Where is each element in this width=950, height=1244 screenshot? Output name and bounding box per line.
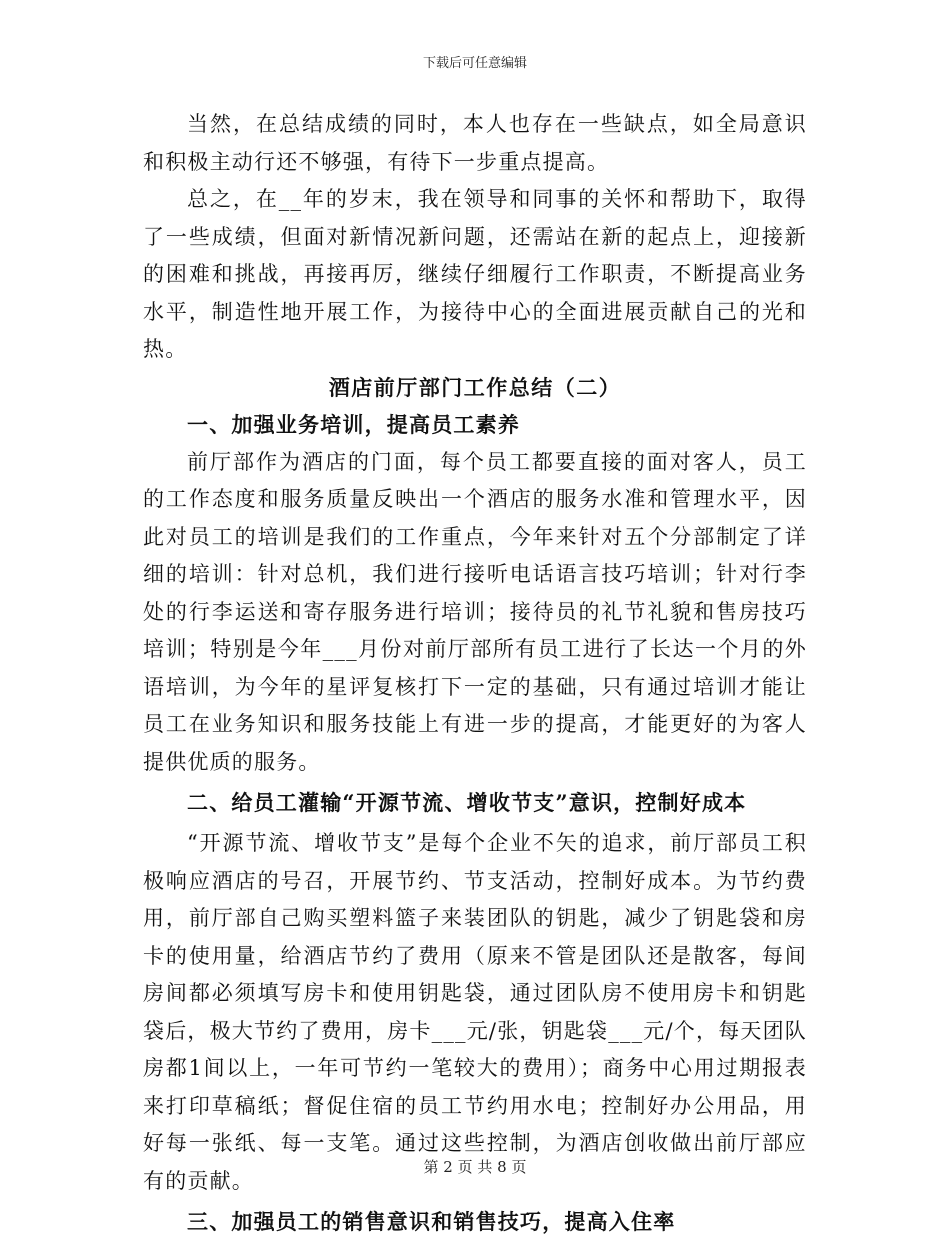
page-header: 下载后可任意编辑 — [422, 56, 527, 71]
section-title: 酒店前厅部门工作总结（二） — [328, 374, 622, 400]
heading-sales: 三、加强员工的销售意识和销售技巧，提高入住率 — [187, 1209, 676, 1234]
paragraph-shortcomings: 当然，在总结成绩的同时，本人也存在一些缺点，如全局意识和积极主动行还不够强，有待下一步重点提高。 — [143, 112, 807, 174]
paragraph-conclusion: 总之，在__年的岁末，我在领导和同事的关怀和帮助下，取得了一些成绩，但面对新情况新问题，还需站在新的起点上，迎接新的困难和挑战，再接再厉，继续仔细履行工作职责，不断提高业务水平，制造性地开展工作，为接待中心的全面进展贡献自己的光和热。 — [143, 187, 807, 361]
paragraph-training: 前厅部作为酒店的门面，每个员工都要直接的面对客人，员工的工作态度和服务质量反映出一个酒店的服务水准和管理水平，因此对员工的培训是我们的工作重点，今年来针对五个分部制定了详细的培训：针对总机，我们进行接听电话语言技巧培训；针对行李处的行李运送和寄存服务进行培训；接待员的礼节礼貌和售房技巧培训；特别是今年___月份对前厅部所有员工进行了长达一个月的外语培训，为今年的星评复核打下一定的基础，只有通过培训才能让员工在业务知识和服务技能上有进一步的提高，才能更好的为客人提供优质的服务。 — [143, 449, 807, 774]
heading-training: 一、加强业务培训，提高员工素养 — [187, 412, 520, 437]
paragraph-cost-control: “开源节流、增收节支”是每个企业不矢的追求，前厅部员工积极响应酒店的号召，开展节约、节支活动，控制好成本。为节约费用，前厅部自己购买塑料篮子来装团队的钥匙，减少了钥匙袋和房卡的使用量，给酒店节约了费用（原来不管是团队还是散客，每间房间都必须填写房卡和使用钥匙袋，通过团队房不使用房卡和钥匙袋后，极大节约了费用，房卡___元/张，钥匙袋___元/个，每天团队房都1间以上，一年可节约一笔较大的费用）；商务中心用过期报表来打印草稿纸；督促住宿的员工节约用水电；控制好办公用品，用好每一张纸、每一支笔。通过这些控制，为酒店创收做出前厅部应有的贡献。 — [143, 831, 807, 1193]
document-body — [143, 106, 807, 1244]
heading-cost-control: 二、给员工灌输“开源节流、增收节支”意识，控制好成本 — [187, 790, 747, 815]
page-footer: 第 2 页 共 8 页 — [423, 1158, 527, 1176]
